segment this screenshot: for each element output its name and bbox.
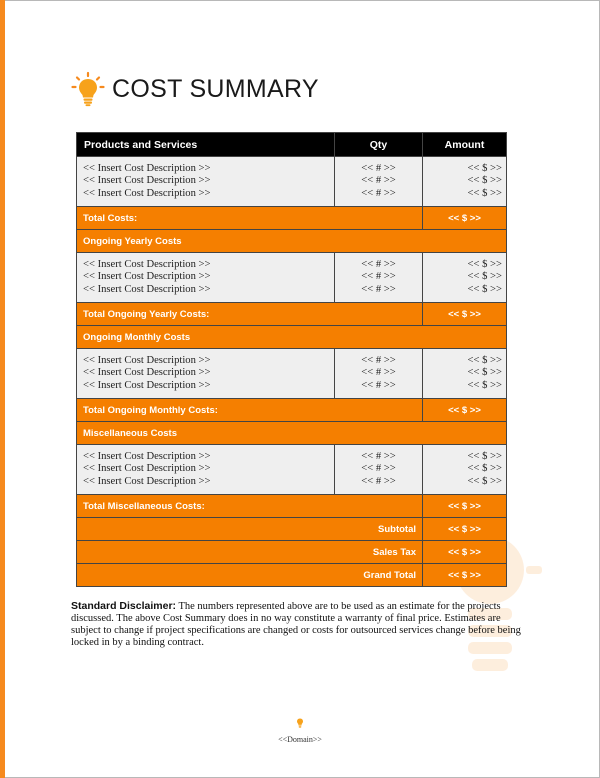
disclaimer-label: Standard Disclaimer: (71, 600, 177, 612)
cost-qty: << # >> (361, 187, 396, 199)
cost-amount: << $ >> (467, 463, 502, 475)
cost-qty: << # >> (361, 379, 396, 391)
cost-description: << Insert Cost Description >> (83, 175, 211, 187)
table-row (77, 349, 507, 399)
subtotal-label: Subtotal (77, 518, 423, 541)
cost-amount: << $ >> (467, 355, 502, 367)
total-amount: << $ >> (423, 207, 507, 230)
total-amount: << $ >> (423, 495, 507, 518)
cost-qty: << # >> (361, 163, 396, 175)
total-row (77, 495, 507, 518)
footer-domain: <<Domain>> (278, 735, 322, 744)
cost-amount: << $ >> (467, 367, 502, 379)
total-label: Total Miscellaneous Costs: (77, 495, 423, 518)
table-row (77, 445, 507, 495)
footer-lightbulb-icon (294, 716, 306, 729)
cost-amount: << $ >> (467, 163, 502, 175)
table-header-row (77, 133, 507, 157)
cost-description: << Insert Cost Description >> (83, 283, 211, 295)
section-heading-row (77, 230, 507, 253)
cost-amount: << $ >> (467, 475, 502, 487)
section-heading: Ongoing Monthly Costs (77, 326, 507, 349)
cost-description: << Insert Cost Description >> (83, 379, 211, 391)
subtotal-amount: << $ >> (423, 518, 507, 541)
disclaimer (71, 600, 526, 649)
section-heading-row (77, 326, 507, 349)
cost-summary-table (76, 132, 507, 587)
footer (0, 716, 600, 744)
cost-qty: << # >> (361, 259, 396, 271)
lightbulb-icon (70, 71, 106, 107)
table-row (77, 157, 507, 207)
total-row (77, 399, 507, 422)
section-heading: Ongoing Yearly Costs (77, 230, 507, 253)
grand-total-amount: << $ >> (423, 564, 507, 587)
cost-qty: << # >> (361, 463, 396, 475)
sales-tax-label: Sales Tax (77, 541, 423, 564)
total-label: Total Ongoing Yearly Costs: (77, 303, 423, 326)
cost-description: << Insert Cost Description >> (83, 259, 211, 271)
cost-amount: << $ >> (467, 379, 502, 391)
cost-description: << Insert Cost Description >> (83, 463, 211, 475)
page-title: COST SUMMARY (112, 74, 319, 103)
table-row (77, 253, 507, 303)
header-products: Products and Services (77, 133, 335, 157)
cost-qty: << # >> (361, 475, 396, 487)
section-heading: Miscellaneous Costs (77, 422, 507, 445)
cost-qty: << # >> (361, 451, 396, 463)
cost-description: << Insert Cost Description >> (83, 451, 211, 463)
section-heading-row (77, 422, 507, 445)
cost-qty: << # >> (361, 355, 396, 367)
grand-total-row (77, 564, 507, 587)
total-label: Total Costs: (77, 207, 423, 230)
cost-amount: << $ >> (467, 451, 502, 463)
sales-tax-row (77, 541, 507, 564)
cost-amount: << $ >> (467, 259, 502, 271)
cost-amount: << $ >> (467, 271, 502, 283)
total-amount: << $ >> (423, 303, 507, 326)
cost-qty: << # >> (361, 367, 396, 379)
disclaimer-text: The numbers represented above are to be used as an estimate for the projects discussed. The above Cost Summary does in no way constitute a warranty of final price. Estimates are subject to change if project specifications are changed or costs for outsourced services change before being locked in by a binding contract. (71, 601, 521, 648)
cost-description: << Insert Cost Description >> (83, 475, 211, 487)
cost-description: << Insert Cost Description >> (83, 367, 211, 379)
cost-amount: << $ >> (467, 187, 502, 199)
total-row (77, 303, 507, 326)
cost-qty: << # >> (361, 175, 396, 187)
header-qty: Qty (335, 133, 423, 157)
subtotal-row (77, 518, 507, 541)
sales-tax-amount: << $ >> (423, 541, 507, 564)
cost-description: << Insert Cost Description >> (83, 187, 211, 199)
total-amount: << $ >> (423, 399, 507, 422)
grand-total-label: Grand Total (77, 564, 423, 587)
total-row (77, 207, 507, 230)
cost-amount: << $ >> (467, 175, 502, 187)
total-label: Total Ongoing Monthly Costs: (77, 399, 423, 422)
cost-qty: << # >> (361, 271, 396, 283)
title-row (70, 71, 319, 107)
cost-description: << Insert Cost Description >> (83, 355, 211, 367)
cost-qty: << # >> (361, 283, 396, 295)
cost-description: << Insert Cost Description >> (83, 271, 211, 283)
cost-amount: << $ >> (467, 283, 502, 295)
cost-description: << Insert Cost Description >> (83, 163, 211, 175)
header-amount: Amount (423, 133, 507, 157)
